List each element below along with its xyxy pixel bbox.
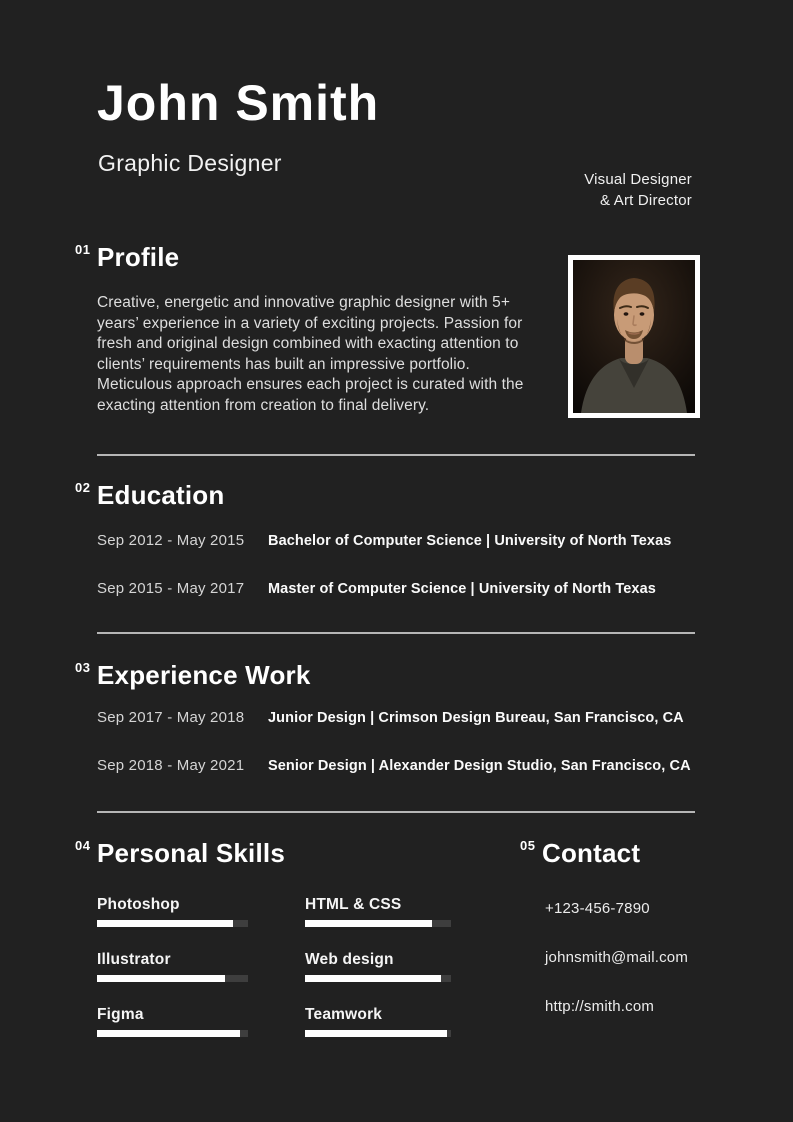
experience-row [97, 709, 695, 726]
portrait-illustration [573, 260, 695, 413]
education-dates: Sep 2015 - May 2017 [97, 580, 245, 597]
skill-label: HTML & CSS [305, 896, 402, 913]
section-number-education: 02 [75, 480, 91, 495]
divider-3 [97, 811, 695, 813]
contact-section [520, 836, 720, 1047]
skill-bar-fill [97, 975, 225, 982]
divider-2 [97, 632, 695, 634]
tagline-line-1: Visual Designer [584, 171, 692, 188]
section-title-skills: Personal Skills [97, 838, 285, 868]
experience-section [75, 658, 695, 805]
skill-bar-track [97, 920, 248, 927]
skill-bar-fill [97, 920, 233, 927]
contact-items [545, 900, 720, 1015]
contact-section-header [520, 836, 720, 870]
contact-phone: +123-456-7890 [545, 900, 650, 917]
experience-role: Junior Design | Crimson Design Bureau, San Francisco, CA [268, 710, 684, 726]
section-number-profile: 01 [75, 242, 91, 257]
profile-photo [568, 255, 700, 418]
skill-label: Teamwork [305, 1006, 383, 1023]
skills-section-header [75, 836, 505, 870]
section-number-experience: 03 [75, 660, 91, 675]
section-number-skills: 04 [75, 838, 91, 853]
experience-row [97, 757, 695, 774]
contact-website: http://smith.com [545, 998, 655, 1015]
skill-bar-track [305, 1030, 451, 1037]
skill-label: Figma [97, 1006, 144, 1023]
section-title-contact: Contact [542, 838, 641, 868]
divider-1 [97, 454, 695, 456]
section-number-contact: 05 [520, 838, 536, 853]
education-section-header [75, 478, 695, 512]
skill-item [305, 951, 451, 982]
experience-role: Senior Design | Alexander Design Studio, San Francisco, CA [268, 758, 691, 774]
skill-bar-fill [305, 920, 432, 927]
education-row [97, 580, 695, 597]
tagline [584, 169, 692, 211]
section-title-experience: Experience Work [97, 660, 311, 690]
skills-grid [97, 896, 505, 1037]
section-title-profile: Profile [97, 242, 180, 272]
person-name: John Smith [97, 75, 380, 131]
skill-bar-track [97, 975, 248, 982]
tagline-line-2: & Art Director [600, 192, 692, 209]
skill-item [305, 1006, 451, 1037]
skill-item [305, 896, 451, 927]
skill-bar-track [305, 975, 451, 982]
skill-label: Web design [305, 951, 394, 968]
job-title: Graphic Designer [98, 150, 282, 176]
contact-email: johnsmith@mail.com [545, 949, 689, 966]
experience-rows [97, 709, 695, 774]
skill-item [97, 951, 248, 982]
experience-dates: Sep 2018 - May 2021 [97, 757, 245, 774]
skill-bar-fill [305, 1030, 447, 1037]
skill-label: Illustrator [97, 951, 171, 968]
education-section [75, 478, 695, 628]
skill-bar-track [305, 920, 451, 927]
education-dates: Sep 2012 - May 2015 [97, 532, 245, 549]
experience-section-header [75, 658, 695, 692]
skills-section [75, 836, 505, 1037]
section-title-education: Education [97, 480, 225, 510]
skill-bar-fill [97, 1030, 240, 1037]
skill-label: Photoshop [97, 896, 180, 913]
skill-item [97, 1006, 248, 1037]
education-row [97, 532, 695, 549]
education-rows [97, 532, 695, 597]
education-degree: Bachelor of Computer Science | University of North Texas [268, 533, 672, 549]
skill-item [97, 896, 248, 927]
skill-bar-track [97, 1030, 248, 1037]
education-degree: Master of Computer Science | University of North Texas [268, 581, 656, 597]
profile-summary: Creative, energetic and innovative graphic designer with 5+ years’ experience in a variety of exciting projects. Passion for fresh and original design combined with exacting attention to clients’ requirements has built an impressive portfolio. Meticulous approach ensures each project is curated with the exacting attention from creation to final delivery. [97, 294, 524, 414]
experience-dates: Sep 2017 - May 2018 [97, 709, 245, 726]
skill-bar-fill [305, 975, 441, 982]
